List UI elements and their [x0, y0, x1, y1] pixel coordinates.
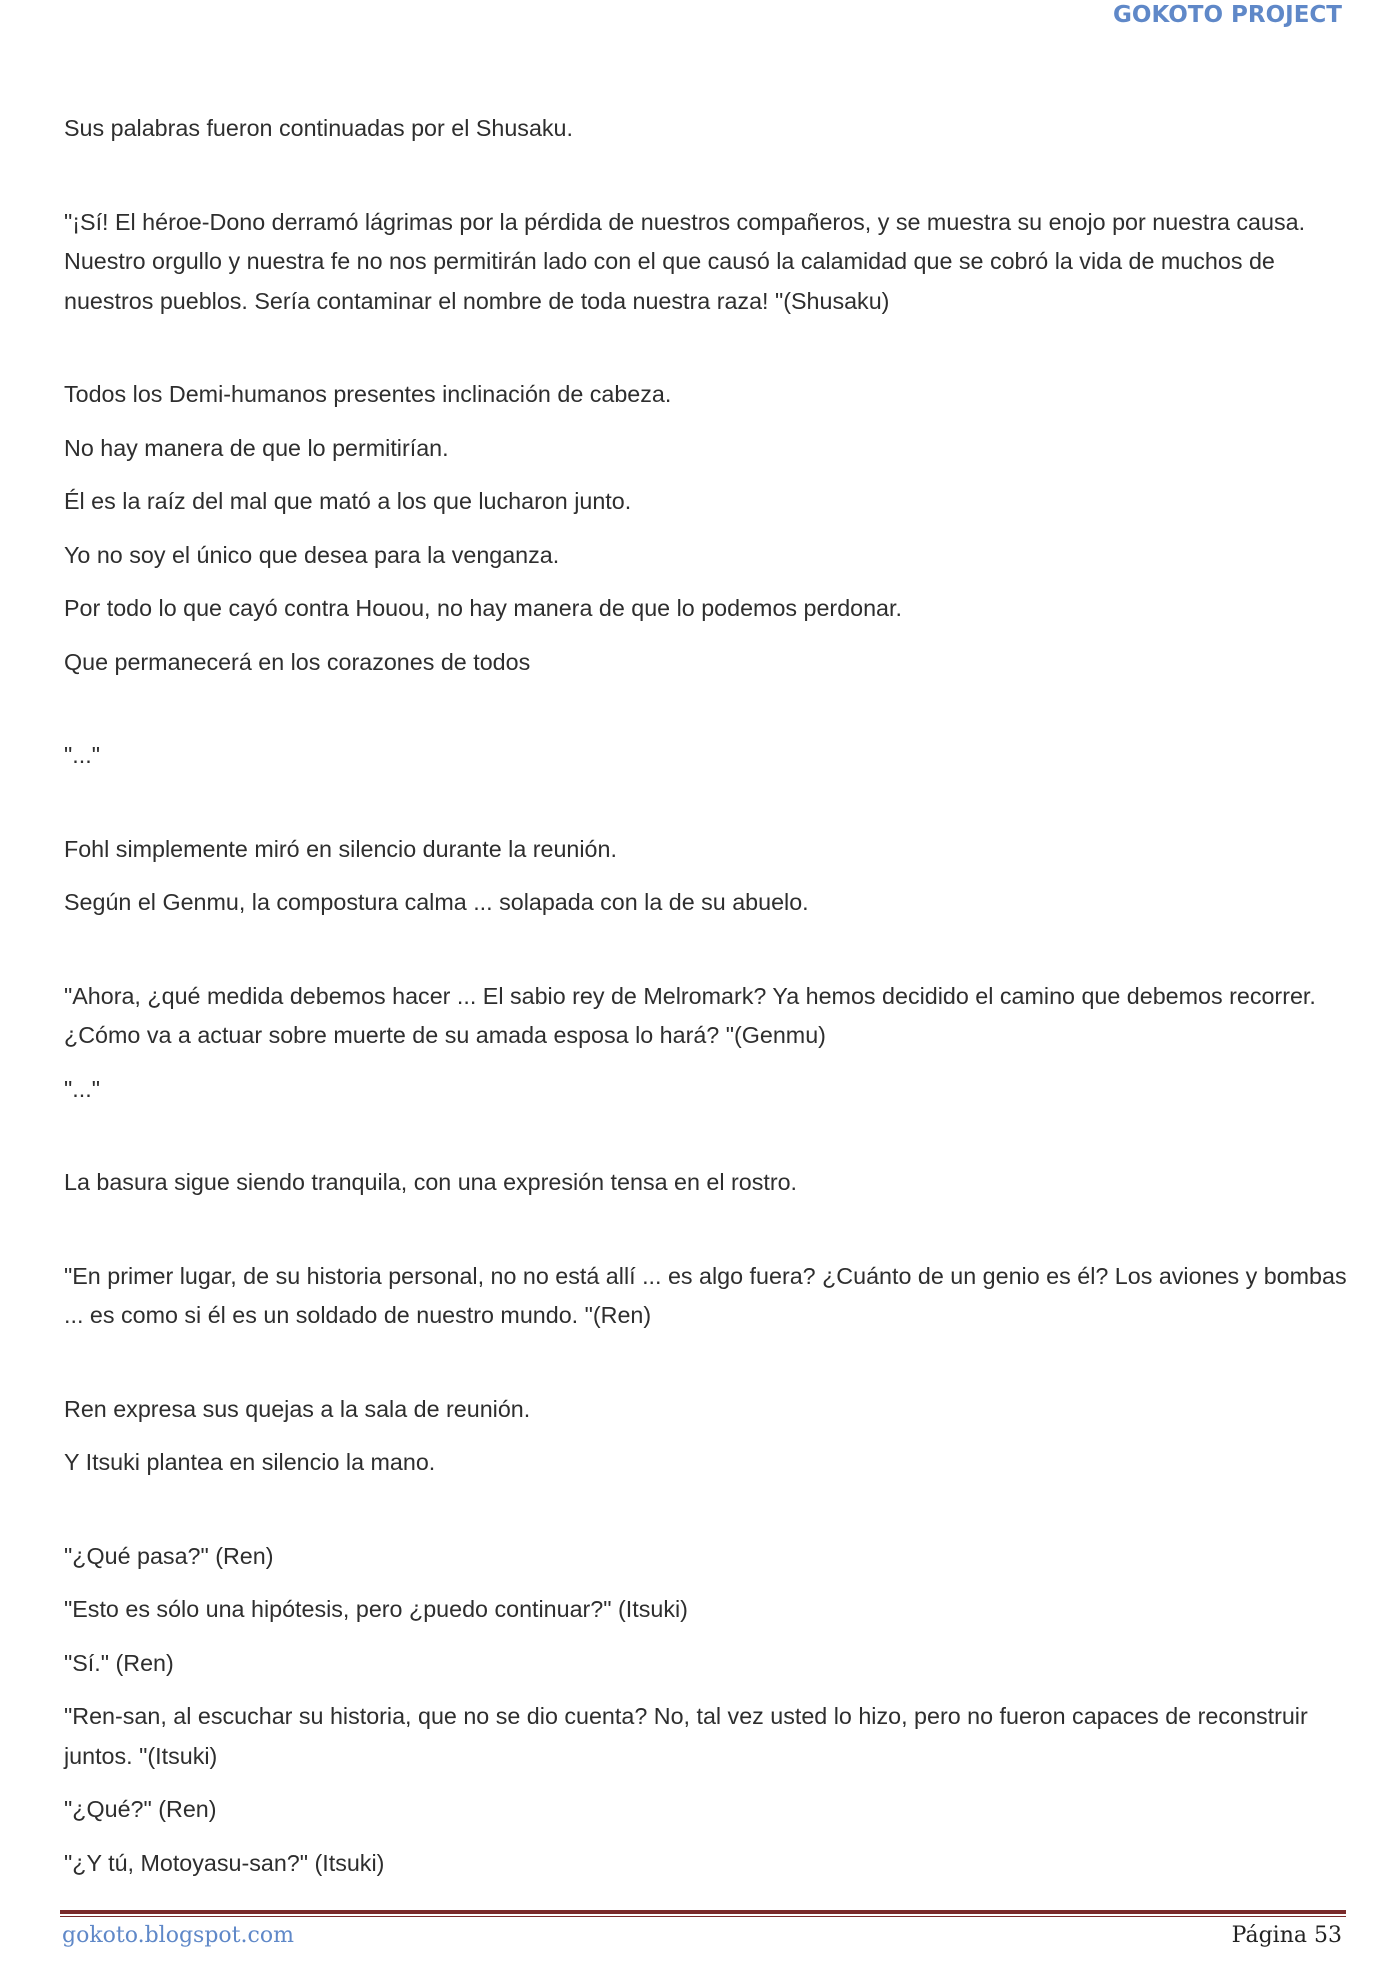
- paragraph: Sus palabras fueron continuadas por el Shusaku.: [64, 115, 573, 141]
- paragraph: "Esto es sólo una hipótesis, pero ¿puedo continuar?" (Itsuki): [64, 1596, 688, 1622]
- body-text: [64, 109, 1350, 1883]
- paragraph: Por todo lo que cayó contra Houou, no hay manera de que lo podemos perdonar.: [64, 595, 902, 621]
- paragraph: "¡Sí! El héroe-Dono derramó lágrimas por la pérdida de nuestros compañeros, y se muestra su enojo por nuestra causa. Nuestro orgullo y nuestra fe no nos permitirán lado con el que causó la calamidad que se cobró la vida de muchos de nuestros pueblos. Sería contaminar el nombre de toda nuestra raza! "(Shusaku): [64, 208, 1306, 314]
- paragraph: No hay manera de que lo permitirían.: [64, 434, 449, 461]
- header-title: GOKOTO PROJECT: [1113, 2, 1342, 28]
- paragraph: Según el Genmu, la compostura calma ... solapada con la de su abuelo.: [64, 889, 809, 915]
- paragraph: Todos los Demi-humanos presentes inclinación de cabeza.: [64, 381, 672, 407]
- paragraph: "En primer lugar, de su historia personal, no no está allí ... es algo fuera? ¿Cuánto de un genio es él? Los aviones y bombas ... es como si él es un soldado de nuestro mundo. "(Ren): [64, 1262, 1347, 1328]
- paragraph: La basura sigue siendo tranquila, con una expresión tensa en el rostro.: [64, 1169, 798, 1195]
- paragraph: "Ren-san, al escuchar su historia, que no se dio cuenta? No, tal vez usted lo hizo, pero no fueron capaces de reconstruir juntos. "(Itsuki): [64, 1703, 1308, 1769]
- paragraph: Y Itsuki plantea en silencio la mano.: [64, 1449, 436, 1475]
- paragraph: Fohl simplemente miró en silencio durante la reunión.: [64, 835, 617, 862]
- paragraph: "¿Y tú, Motoyasu-san?" (Itsuki): [64, 1849, 385, 1876]
- paragraph: Yo no soy el único que desea para la venganza.: [64, 541, 560, 568]
- footer-rule: [60, 1910, 1346, 1914]
- footer-rule-thin: [60, 1916, 1346, 1917]
- footer-url: gokoto.blogspot.com: [62, 1923, 294, 1948]
- page-number: Página 53: [1231, 1923, 1342, 1948]
- paragraph: "¿Qué?" (Ren): [64, 1796, 217, 1822]
- paragraph: Ren expresa sus quejas a la sala de reunión.: [64, 1395, 531, 1422]
- paragraph: Él es la raíz del mal que mató a los que lucharon junto.: [64, 488, 632, 514]
- paragraph: "Ahora, ¿qué medida debemos hacer ... El sabio rey de Melromark? Ya hemos decidido el camino que debemos recorrer. ¿Cómo va a actuar sobre muerte de su amada esposa lo hará? "(Genmu): [64, 982, 1316, 1048]
- paragraph: Que permanecerá en los corazones de todos: [64, 648, 531, 675]
- paragraph: "Sí." (Ren): [64, 1649, 174, 1676]
- paragraph: "¿Qué pasa?" (Ren): [64, 1542, 274, 1569]
- paragraph: "...": [64, 1075, 100, 1102]
- paragraph: "...": [64, 742, 100, 768]
